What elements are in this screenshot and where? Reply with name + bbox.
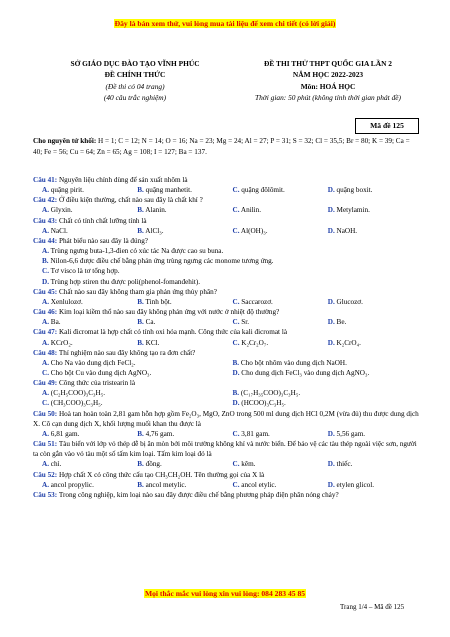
- option-text: Alanin.: [145, 206, 167, 215]
- question-text: Chất nào sau đây không tham gia phản ứng thủy phân?: [58, 287, 217, 296]
- option-letter: B.: [137, 206, 144, 215]
- option-text: (CH₃COO)₃C₃H₅.: [50, 399, 103, 408]
- answer-options: [33, 429, 423, 439]
- answer-option: [137, 226, 232, 236]
- answer-option: [233, 480, 328, 490]
- option-letter: A.: [42, 389, 49, 398]
- question-text: Nguyên liệu chính dùng để sản xuất nhôm là: [58, 176, 188, 184]
- option-text: đồng.: [145, 460, 162, 469]
- option-text: KCrO₂.: [50, 338, 73, 347]
- option-letter: B.: [137, 480, 144, 489]
- option-letter: B.: [232, 358, 240, 367]
- answer-option: [42, 368, 233, 378]
- contact-banner: [0, 589, 450, 598]
- question: [33, 439, 423, 469]
- answer-option: [328, 459, 423, 469]
- question-count: (40 câu trắc nghiệm): [103, 93, 167, 103]
- question-stem: [33, 409, 423, 429]
- option-text: (C₂H₅COO)₃C₃H₅.: [50, 389, 106, 398]
- answer-option: [233, 338, 328, 348]
- answer-options: [33, 317, 423, 327]
- question-number: Câu 50:: [33, 409, 58, 418]
- option-letter: B.: [232, 389, 240, 398]
- answer-option: [42, 266, 423, 276]
- answer-option: [233, 226, 328, 236]
- question: [33, 195, 423, 215]
- option-letter: B.: [137, 186, 144, 195]
- option-letter: C.: [232, 480, 240, 489]
- option-letter: A.: [42, 460, 49, 469]
- option-letter: C.: [42, 368, 49, 377]
- option-letter: A.: [42, 206, 49, 215]
- option-letter: D.: [327, 318, 335, 327]
- answer-option: [137, 338, 232, 348]
- option-letter: A.: [42, 297, 49, 306]
- question-stem: [33, 195, 423, 205]
- question-number: Câu 51:: [33, 440, 58, 449]
- option-text: (C₁₇H₃₅COO)₃C₃H₅.: [240, 389, 301, 398]
- option-text: ancol metylic.: [145, 480, 187, 489]
- option-text: Be.: [336, 318, 347, 327]
- contact-banner-text: Mọi thắc mắc vui lòng xin vui lòng: 084 283 45 85: [144, 589, 306, 598]
- option-text: KCl.: [145, 338, 160, 347]
- option-text: ancol etylic.: [241, 480, 277, 489]
- question: [33, 287, 423, 307]
- question-text: Tàu biển với lớp vỏ thép dễ bị ăn mòn bởi môi trường không khí và nước biển. Để bảo vệ các tàu thép ngoài việc sơn, người ta còn gắn vào vỏ tàu một số tấm kim loại. Tấm kim loại đó là: [33, 440, 417, 459]
- header-left: [50, 58, 220, 104]
- option-text: NaOH.: [336, 226, 358, 235]
- option-letter: B.: [137, 226, 144, 235]
- question: [33, 307, 423, 327]
- option-text: Glyxin.: [50, 206, 73, 215]
- question-text: Hợp chất X có công thức cấu tạo CH₃CH₂OH. Tên thường gọi của X là: [58, 470, 265, 479]
- answer-option: [42, 398, 233, 408]
- option-letter: D.: [327, 480, 335, 489]
- answer-option: [233, 388, 424, 398]
- answer-option: [42, 388, 233, 398]
- question: [33, 378, 423, 408]
- answer-option: [42, 297, 137, 307]
- question-number: Câu 42:: [33, 196, 58, 205]
- option-text: kẽm.: [241, 460, 256, 469]
- answer-option: [328, 429, 423, 439]
- option-text: Nilon-6,6 được điều chế bằng phản ứng trùng ngưng các monome tương ứng.: [50, 257, 274, 266]
- option-text: Tinh bột.: [145, 297, 172, 306]
- page-footer: Trang 1/4 – Mã đề 125: [340, 603, 405, 611]
- option-letter: C.: [232, 297, 240, 306]
- option-letter: D.: [327, 186, 335, 195]
- school-year: NĂM HỌC 2022-2023: [292, 70, 364, 80]
- page-count: (Đề thi có 04 trang): [105, 81, 165, 91]
- option-letter: B.: [137, 297, 144, 306]
- option-letter: C.: [42, 267, 49, 276]
- question-text: Phát biểu nào sau đây là đúng?: [58, 236, 148, 245]
- answer-option: [137, 205, 232, 215]
- option-letter: C.: [232, 318, 240, 327]
- question-stem: [33, 216, 423, 226]
- question-number: Câu 43:: [33, 216, 58, 225]
- option-text: Xenlulozơ.: [50, 297, 83, 306]
- answer-option: [42, 185, 137, 195]
- option-text: quặng boxit.: [336, 186, 373, 195]
- option-text: K₂CrO₄.: [336, 338, 361, 347]
- option-text: Saccarozơ.: [241, 297, 273, 306]
- answer-options: [33, 358, 423, 378]
- answer-options: [33, 338, 423, 348]
- question-number: Câu 53:: [33, 490, 58, 499]
- option-text: Cho Na vào dung dịch FeCl₂.: [50, 358, 136, 367]
- answer-options: [33, 246, 423, 287]
- option-text: Trùng ngưng buta-1,3-đien có xúc tác Na được cao su buna.: [50, 247, 224, 256]
- answer-option: [328, 297, 423, 307]
- question-number: Câu 46:: [33, 308, 58, 317]
- option-text: Sr.: [241, 318, 250, 327]
- option-letter: C.: [232, 186, 240, 195]
- option-letter: C.: [232, 206, 240, 215]
- question-stem: [33, 327, 423, 337]
- option-text: Ca.: [145, 318, 156, 327]
- answer-option: [328, 317, 423, 327]
- question-text: Công thức của tristearin là: [58, 379, 136, 388]
- option-text: quặng manhetit.: [145, 186, 192, 195]
- question-stem: [33, 378, 423, 388]
- option-text: thiếc.: [336, 460, 353, 469]
- answer-option: [233, 358, 424, 368]
- answer-option: [233, 368, 424, 378]
- answer-option: [42, 205, 137, 215]
- question-text: Kim loại kiềm thổ nào sau đây không phản ứng với nước ở nhiệt độ thường?: [58, 308, 280, 317]
- answer-options: [33, 459, 423, 469]
- option-letter: C.: [232, 429, 240, 438]
- question-stem: [33, 287, 423, 297]
- question-text: Trong công nghiệp, kim loại nào sau đây được điều chế bằng phương pháp điện phân nóng chảy?: [58, 490, 339, 499]
- answer-option: [233, 459, 328, 469]
- answer-option: [328, 205, 423, 215]
- atomic-mass-values: H = 1; C = 12; N = 14; O = 16; Na = 23; Mg = 24; Al = 27; P = 31; S = 32; Cl = 35,5; Br = 80; K = 39; Ca = 40; Fe = 56; Cu = 64; Zn = 65; Ag = 108; I = 127; Ba = 137.: [33, 137, 410, 156]
- option-text: 5,56 gam.: [336, 429, 366, 438]
- question-stem: [33, 470, 423, 480]
- option-letter: D.: [327, 460, 335, 469]
- option-letter: C.: [232, 226, 240, 235]
- question-text: Ở điều kiện thường, chất nào sau đây là chất khí ?: [58, 196, 203, 205]
- question-number: Câu 41:: [33, 176, 58, 184]
- answer-option: [42, 480, 137, 490]
- question: [33, 409, 423, 439]
- option-text: quặng đôlômit.: [241, 186, 285, 195]
- school-name: SỞ GIÁO DỤC ĐÀO TẠO VĨNH PHÚC: [70, 59, 200, 68]
- answer-option: [328, 338, 423, 348]
- question: [33, 236, 423, 287]
- option-letter: D.: [327, 429, 335, 438]
- question: [33, 490, 423, 500]
- question-number: Câu 44:: [33, 236, 58, 245]
- answer-option: [137, 317, 232, 327]
- option-letter: A.: [42, 358, 49, 367]
- atomic-mass-label: Cho nguyên tử khối:: [33, 137, 97, 145]
- question-stem: [33, 439, 423, 459]
- option-letter: A.: [42, 480, 49, 489]
- option-letter: A.: [42, 226, 49, 235]
- option-letter: D.: [42, 277, 49, 286]
- option-text: Trùng hợp stiren thu được poli(phenol-fomanđehit).: [50, 277, 201, 286]
- subject: Môn: HOÁ HỌC: [300, 81, 356, 91]
- exam-code-box: Mã đề 125: [355, 118, 419, 134]
- option-letter: B.: [137, 429, 144, 438]
- question-text: Hoà tan hoàn toàn 2,81 gam hỗn hợp gồm Fe₂O₃, MgO, ZnO trong 500 ml dung dịch HCl 0,2M (vừa đủ) thu được dung dịch X. Cô cạn dung dịch X, khối lượng muối khan thu được là: [33, 409, 419, 428]
- question-stem: [33, 307, 423, 317]
- option-text: etylen glicol.: [336, 480, 375, 489]
- question: [33, 327, 423, 347]
- question-text: Chất có tính chất lưỡng tính là: [58, 216, 147, 225]
- option-text: K₂Cr₂O₇.: [241, 338, 269, 347]
- option-text: ancol propylic.: [50, 480, 94, 489]
- answer-option: [137, 480, 232, 490]
- option-letter: A.: [42, 338, 49, 347]
- question-stem: [33, 348, 423, 358]
- option-letter: D.: [327, 297, 335, 306]
- option-text: Al(OH)₃.: [240, 226, 268, 235]
- option-letter: D.: [232, 368, 240, 377]
- answer-option: [233, 185, 328, 195]
- exam-duration: Thời gian: 50 phút (không tính thời gian phát đề): [254, 93, 402, 103]
- answer-options: [33, 297, 423, 307]
- option-text: 4,76 gam.: [145, 429, 175, 438]
- question-stem: [33, 175, 423, 185]
- option-text: 3,81 gam.: [241, 429, 270, 438]
- question-stem: [33, 490, 423, 500]
- answer-option: [42, 246, 423, 256]
- option-text: chì.: [50, 460, 62, 469]
- answer-option: [42, 277, 423, 287]
- answer-option: [137, 429, 232, 439]
- option-letter: C.: [42, 399, 49, 408]
- option-text: Glucozơ.: [336, 297, 363, 306]
- option-letter: C.: [232, 338, 240, 347]
- question: [33, 348, 423, 378]
- option-letter: B.: [137, 318, 144, 327]
- option-text: Metylamin.: [336, 206, 370, 215]
- answer-option: [42, 338, 137, 348]
- option-letter: A.: [42, 318, 49, 327]
- preview-banner-text: Đây là bản xem thử, vui lòng mua tài liệu để xem chi tiết (có lời giải): [114, 19, 336, 28]
- answer-option: [233, 429, 328, 439]
- answer-option: [42, 256, 423, 266]
- option-text: AlCl₃.: [145, 226, 164, 235]
- question-number: Câu 45:: [33, 287, 58, 296]
- official-label: ĐỀ CHÍNH THỨC: [104, 70, 166, 80]
- question-text: Kali đicromat là hợp chất có tính oxi hóa mạnh. Công thức của kali đicromat là: [58, 328, 288, 337]
- answer-option: [233, 317, 328, 327]
- option-letter: D.: [327, 206, 335, 215]
- option-text: (HCOO)₃C₃H₅.: [241, 399, 286, 408]
- question-list: [33, 175, 423, 500]
- answer-options: [33, 480, 423, 490]
- option-letter: A.: [42, 429, 49, 438]
- answer-option: [42, 459, 137, 469]
- option-letter: D.: [327, 338, 335, 347]
- answer-option: [42, 226, 137, 236]
- answer-option: [42, 358, 233, 368]
- answer-option: [137, 297, 232, 307]
- answer-options: [33, 388, 423, 408]
- answer-options: [33, 226, 423, 236]
- answer-option: [328, 226, 423, 236]
- question: [33, 216, 423, 236]
- question: [33, 470, 423, 490]
- answer-option: [137, 459, 232, 469]
- answer-option: [233, 297, 328, 307]
- question-number: Câu 48:: [33, 348, 58, 357]
- option-letter: B.: [137, 460, 144, 469]
- option-letter: D.: [327, 226, 335, 235]
- option-letter: C.: [232, 460, 240, 469]
- option-letter: A.: [42, 247, 49, 256]
- answer-options: [33, 185, 423, 195]
- answer-option: [328, 480, 423, 490]
- question-text: Thí nghiệm nào sau đây không tạo ra đơn chất?: [58, 348, 196, 357]
- answer-option: [233, 398, 424, 408]
- answer-option: [42, 429, 137, 439]
- option-text: Cho dung dịch FeCl₃ vào dung dịch AgNO₃.: [241, 368, 370, 377]
- preview-banner: [0, 19, 450, 28]
- option-letter: B.: [42, 257, 49, 266]
- option-text: Anilin.: [240, 206, 262, 215]
- question-number: Câu 49:: [33, 379, 58, 388]
- exam-title: ĐỀ THI THỬ THPT QUỐC GIA LẦN 2: [264, 59, 392, 68]
- option-text: NaCl.: [50, 226, 68, 235]
- option-text: Cho bột Cu vào dung dịch AgNO₃.: [50, 368, 152, 377]
- answer-option: [233, 205, 328, 215]
- question: [33, 175, 423, 195]
- option-text: Ba.: [50, 318, 61, 327]
- header-right: [228, 58, 428, 104]
- option-letter: A.: [42, 186, 49, 195]
- option-letter: B.: [137, 338, 144, 347]
- answer-options: [33, 205, 423, 215]
- answer-option: [328, 185, 423, 195]
- option-text: quặng pirit.: [50, 186, 84, 195]
- answer-option: [42, 317, 137, 327]
- answer-option: [137, 185, 232, 195]
- option-text: Cho bột nhôm vào dung dịch NaOH.: [240, 358, 347, 367]
- question-number: Câu 52:: [33, 470, 58, 479]
- question-stem: [33, 236, 423, 246]
- option-letter: D.: [232, 399, 240, 408]
- option-text: 6,81 gam.: [50, 429, 80, 438]
- question-number: Câu 47:: [33, 328, 58, 337]
- option-text: Tơ visco là tơ tổng hợp.: [50, 267, 120, 276]
- atomic-mass-note: [33, 136, 419, 157]
